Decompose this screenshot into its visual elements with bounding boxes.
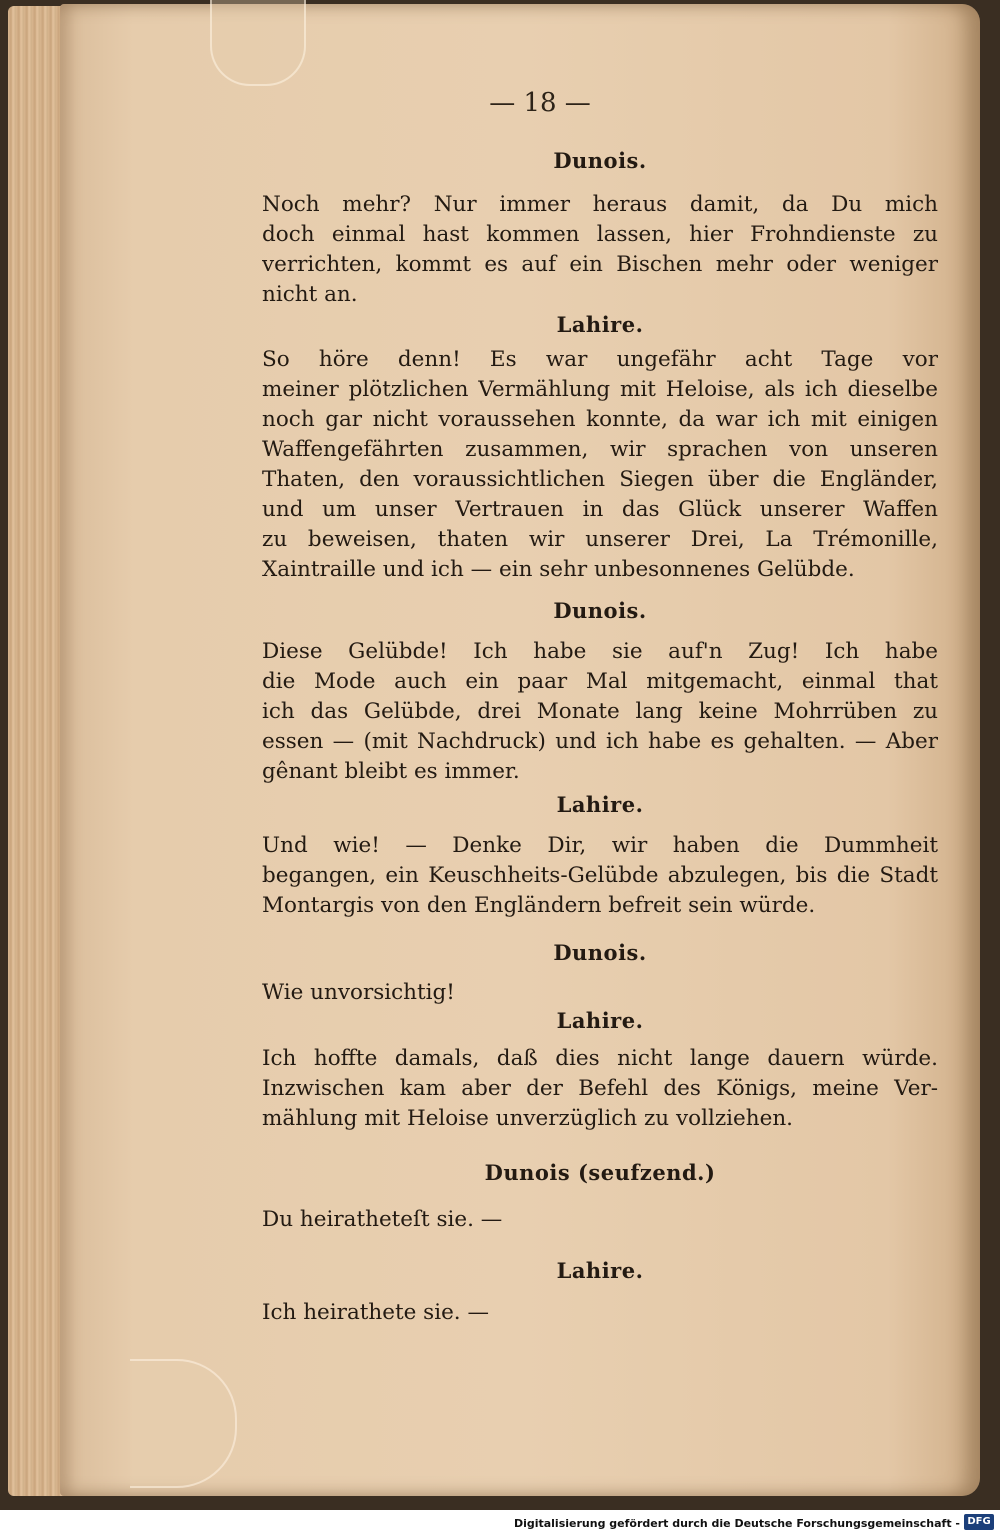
- speaker-heading: Dunois (seufzend.): [484, 1160, 716, 1185]
- page-clip-bottom: [130, 1359, 237, 1488]
- dialogue-paragraph: [262, 831, 938, 921]
- text-line: Thaten, den voraussichtlichen Siegen über die Engländer,: [262, 467, 938, 492]
- speaker-heading: Dunois.: [553, 598, 647, 623]
- page-clip-top: [210, 0, 306, 86]
- text-line: meiner plötzlichen Vermählung mit Heloise, als ich dieselbe: [262, 377, 938, 402]
- text-line: noch gar nicht voraussehen konnte, da war ich mit einigen: [262, 407, 938, 432]
- text-line: Noch mehr? Nur immer heraus damit, da Du mich: [262, 192, 938, 217]
- dialogue-paragraph: [262, 1205, 938, 1235]
- dialogue-paragraph: [262, 345, 938, 585]
- text-line: Ich heirathete sie. —: [262, 1300, 489, 1325]
- speaker-heading: Lahire.: [556, 792, 644, 817]
- text-line: Xaintraille und ich — ein sehr unbesonnenes Gelübde.: [262, 557, 855, 582]
- text-line: doch einmal hast kommen lassen, hier Frohndienste zu: [262, 222, 938, 247]
- dialogue-paragraph: [262, 1298, 938, 1328]
- text-line: Du heiratheteſt sie. —: [262, 1207, 503, 1232]
- dialogue-paragraph: [262, 637, 938, 787]
- text-line: gênant bleibt es immer.: [262, 759, 520, 784]
- dfg-logo-icon: DFG: [964, 1514, 994, 1530]
- text-line: ich das Gelübde, drei Monate lang keine Mohrrüben zu: [262, 699, 938, 724]
- text-line: nicht an.: [262, 282, 358, 307]
- text-line: begangen, ein Keuschheits-Gelübde abzulegen, bis die Stadt: [262, 863, 938, 888]
- dialogue-paragraph: [262, 190, 938, 310]
- text-line: essen — (mit Nachdruck) und ich habe es gehalten. — Aber: [262, 729, 938, 754]
- text-line: Und wie! — Denke Dir, wir haben die Dummheit: [262, 833, 938, 858]
- text-line: zu beweisen, thaten wir unserer Drei, La Trémonille,: [262, 527, 938, 552]
- text-line: Ich hoffte damals, daß dies nicht lange dauern würde.: [262, 1046, 938, 1071]
- speaker-heading: Dunois.: [553, 940, 647, 965]
- text-line: mählung mit Heloise unverzüglich zu vollziehen.: [262, 1106, 794, 1131]
- text-line: Inzwischen kam aber der Befehl des Königs, meine Ver-: [262, 1076, 938, 1101]
- funding-credit: Digitalisierung gefördert durch die Deutsche Forschungsgemeinschaft -: [513, 1517, 960, 1530]
- text-line: verrichten, kommt es auf ein Bischen mehr oder weniger: [262, 252, 938, 277]
- text-line: die Mode auch ein paar Mal mitgemacht, einmal that: [262, 669, 938, 694]
- speaker-heading: Dunois.: [553, 148, 647, 173]
- page-number: — 18 —: [489, 88, 591, 118]
- dialogue-paragraph: [262, 1044, 938, 1134]
- text-line: und um unser Vertrauen in das Glück unserer Waffen: [262, 497, 938, 522]
- text-line: So höre denn! Es war ungefähr acht Tage vor: [262, 347, 938, 372]
- dialogue-paragraph: [262, 978, 938, 1008]
- text-line: Waffengefährten zusammen, wir sprachen von unseren: [262, 437, 938, 462]
- text-line: Wie unvorsichtig!: [262, 980, 455, 1005]
- speaker-heading: Lahire.: [556, 1258, 644, 1283]
- text-line: Montargis von den Engländern befreit sein würde.: [262, 893, 816, 918]
- speaker-heading: Lahire.: [556, 312, 644, 337]
- speaker-heading: Lahire.: [556, 1008, 644, 1033]
- text-line: Diese Gelübde! Ich habe sie auf'n Zug! Ich habe: [262, 639, 938, 664]
